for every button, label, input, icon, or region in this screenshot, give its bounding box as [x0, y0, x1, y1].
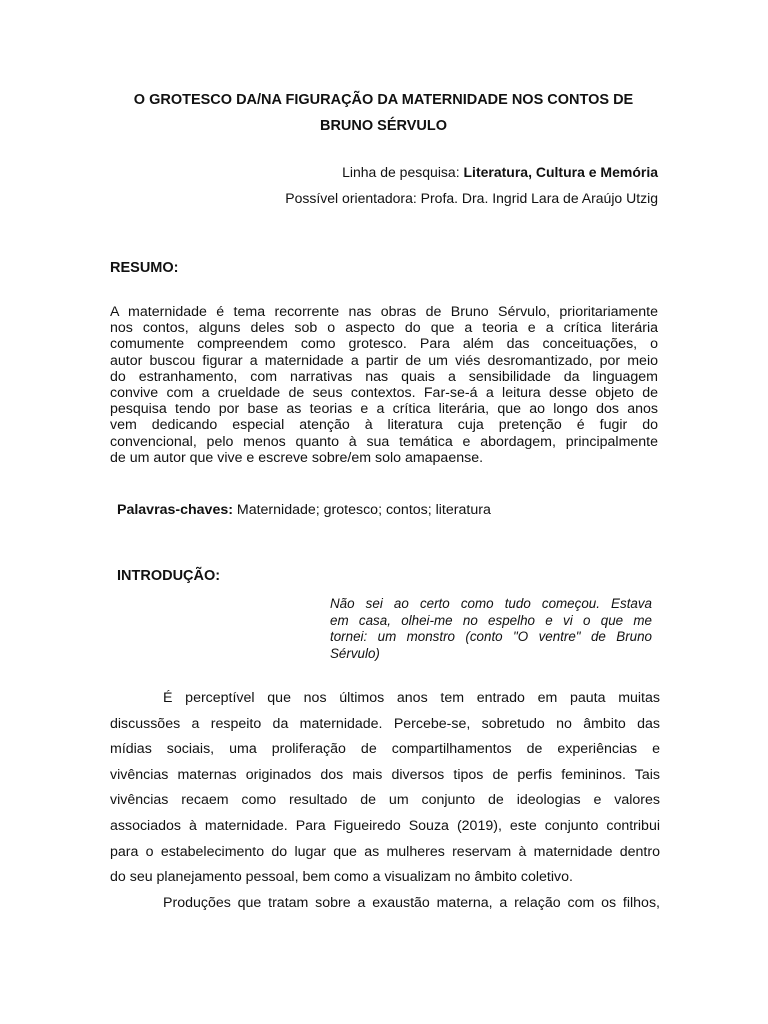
- epigraph-line: tornei: um monstro (conto "O ventre" de Bruno: [330, 629, 652, 644]
- title-line-2: BRUNO SÉRVULO: [319, 118, 448, 134]
- body-line: discussões a respeito da maternidade. Percebe-se, sobretudo no âmbito das: [110, 715, 660, 732]
- keywords: [117, 502, 491, 518]
- research-line: [342, 164, 658, 180]
- resumo-heading: RESUMO:: [110, 260, 179, 276]
- introducao-heading: INTRODUÇÃO:: [117, 568, 221, 584]
- body-line: vivências recaem como resultado de um conjunto de ideologias e valores: [110, 792, 660, 809]
- abstract-line: convive com a crueldade de seus contextos. Far-se-á a leitura desse objeto de: [110, 385, 658, 402]
- epigraph: [330, 596, 652, 662]
- body-line: É perceptível que nos últimos anos tem entrado em pauta muitas: [163, 690, 660, 706]
- abstract-line: comumente compreendem como grotesco. Para além das conceituações, o: [110, 336, 658, 353]
- body-line: associados à maternidade. Para Figueiredo Souza (2019), este conjunto contribui: [110, 817, 660, 834]
- abstract-line: A maternidade é tema recorrente nas obras de Bruno Sérvulo, prioritariamente: [110, 304, 658, 320]
- keywords-label: Palavras-chaves:: [117, 502, 233, 518]
- body-line: do seu planejamento pessoal, bem como a visualizam no âmbito coletivo.: [110, 869, 573, 886]
- document-title: [100, 87, 667, 139]
- research-line-value: Literatura, Cultura e Memória: [463, 164, 658, 180]
- title-line-1: O GROTESCO DA/NA FIGURAÇÃO DA MATERNIDADE NOS CONTOS DE: [133, 92, 634, 108]
- research-line-label: Linha de pesquisa:: [342, 164, 464, 180]
- body-line: para o estabelecimento do lugar que as mulheres reservam à maternidade dentro: [110, 843, 660, 860]
- advisor-line: Possível orientadora: Profa. Dra. Ingrid Lara de Araújo Utzig: [285, 190, 658, 206]
- epigraph-line: Sérvulo): [330, 645, 380, 661]
- abstract-line: convencional, pelo menos quanto à sua temática e abordagem, principalmente: [110, 433, 658, 450]
- body-line: mídias sociais, uma proliferação de compartilhamentos de experiências e: [110, 741, 660, 758]
- epigraph-line: Não sei ao certo como tudo começou. Estava: [330, 596, 652, 611]
- abstract-line: autor buscou figurar a maternidade a partir de um viés desromantizado, por meio: [110, 352, 658, 369]
- abstract-line: vem dedicando especial atenção à literatura cuja pretenção é fugir do: [110, 417, 658, 434]
- abstract-paragraph: [110, 304, 658, 466]
- introduction-body: [110, 686, 660, 916]
- body-line: Produções que tratam sobre a exaustão materna, a relação com os filhos,: [163, 894, 660, 911]
- abstract-line: do estranhamento, com narrativas nas quais a sensibilidade da linguagem: [110, 368, 658, 385]
- abstract-line: pesquisa tendo por base as teorias e a crítica literária, que ao longo dos anos: [110, 401, 658, 418]
- epigraph-line: em casa, olhei-me no espelho e vi o que me: [330, 612, 652, 628]
- body-line: vivências maternas originados dos mais diversos tipos de perfis femininos. Tais: [110, 766, 660, 783]
- abstract-line: nos contos, alguns deles sob o aspecto do que a teoria e a crítica literária: [110, 320, 658, 337]
- abstract-line: de um autor que vive e escreve sobre/em solo amapaense.: [110, 449, 484, 466]
- keywords-value: Maternidade; grotesco; contos; literatura: [232, 502, 491, 518]
